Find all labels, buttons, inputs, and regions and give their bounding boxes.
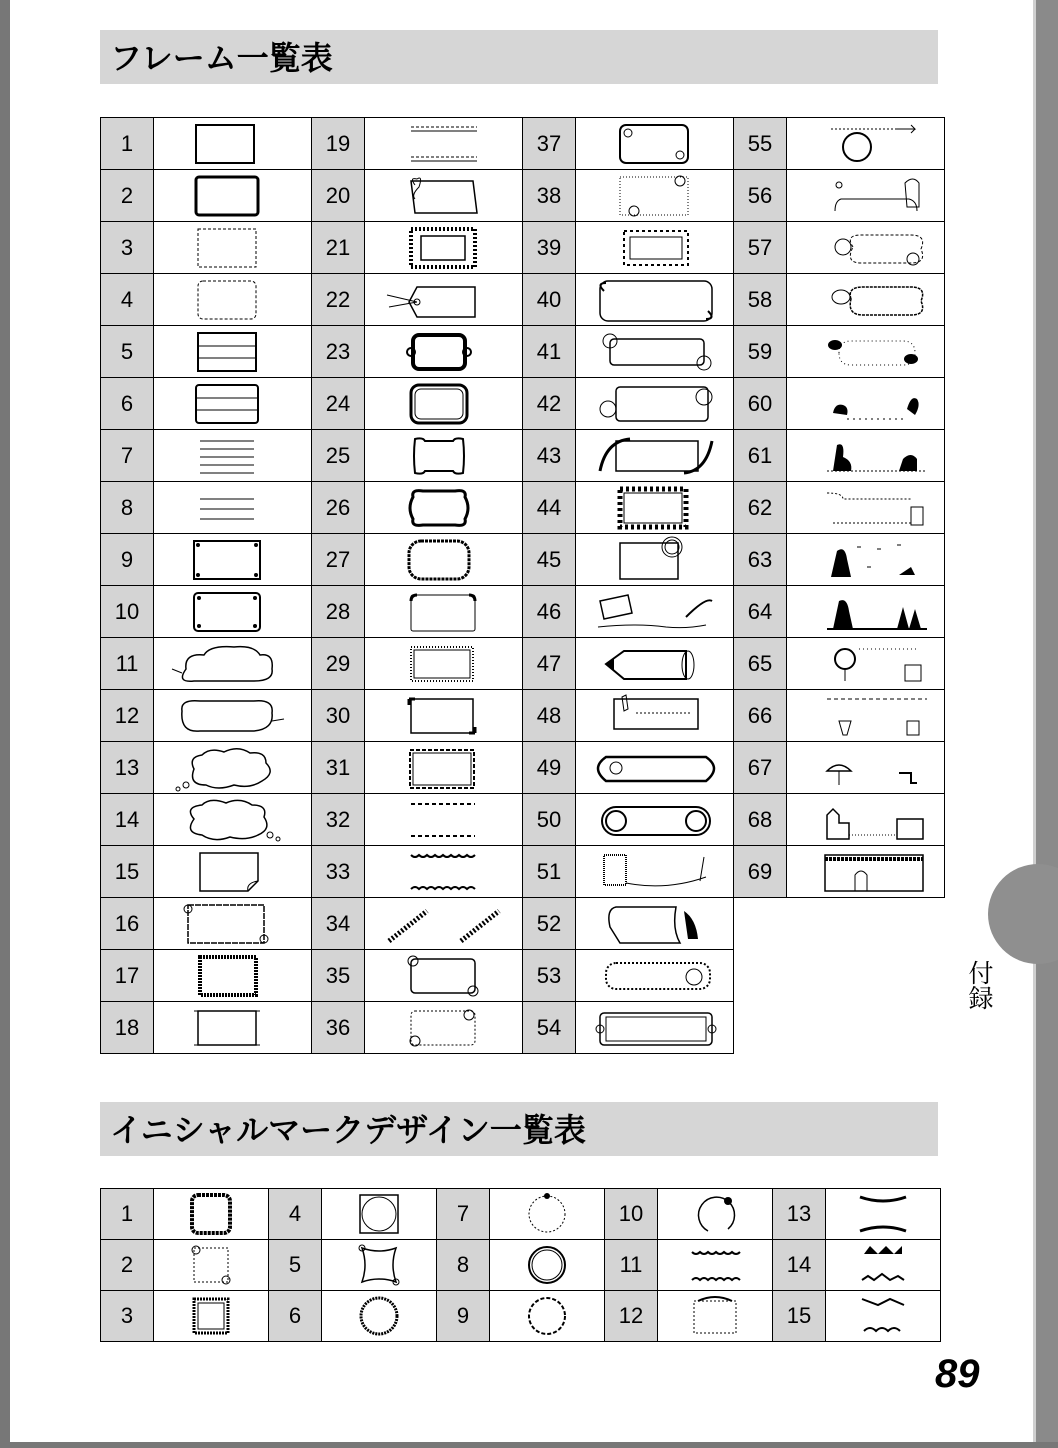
frame-number: 50 [523, 794, 576, 846]
frame-art [576, 275, 733, 325]
frame-number: 58 [734, 274, 787, 326]
frame-number: 39 [523, 222, 576, 274]
frame-art [365, 483, 522, 533]
initial-number: 12 [605, 1291, 658, 1342]
initial-number: 6 [269, 1291, 322, 1342]
frame-number: 47 [523, 638, 576, 690]
initial-number: 11 [605, 1240, 658, 1291]
frame-thumbnail [787, 690, 945, 742]
frame-thumbnail [154, 846, 312, 898]
frame-row [101, 430, 945, 482]
frame-number: 3 [101, 222, 154, 274]
frame-thumbnail [576, 846, 734, 898]
frame-thumbnail [154, 690, 312, 742]
frame-thumbnail [365, 742, 523, 794]
frame-art [154, 1003, 311, 1053]
frame-art [365, 587, 522, 637]
frame-number: 53 [523, 950, 576, 1002]
frame-art [154, 119, 311, 169]
initial-number: 1 [101, 1189, 154, 1240]
frame-thumbnail [365, 586, 523, 638]
frame-number: 22 [312, 274, 365, 326]
initial-number: 2 [101, 1240, 154, 1291]
frame-number: 19 [312, 118, 365, 170]
initial-number: 15 [773, 1291, 826, 1342]
frame-art [787, 431, 944, 481]
frame-art [787, 327, 944, 377]
frame-number: 68 [734, 794, 787, 846]
frame-thumbnail [154, 430, 312, 482]
frame-thumbnail [576, 274, 734, 326]
empty-cell [787, 898, 945, 950]
initial-mark-art [322, 1240, 436, 1290]
frame-art [787, 535, 944, 585]
initial-mark-thumbnail [322, 1189, 437, 1240]
frame-thumbnail [576, 690, 734, 742]
frame-number: 24 [312, 378, 365, 430]
frame-number: 64 [734, 586, 787, 638]
frame-number: 31 [312, 742, 365, 794]
initial-mark-thumbnail [322, 1291, 437, 1342]
frame-art [154, 691, 311, 741]
initial-mark-thumbnail [658, 1291, 773, 1342]
frame-art [576, 535, 733, 585]
frame-art [154, 379, 311, 429]
frame-row [101, 586, 945, 638]
frame-number: 52 [523, 898, 576, 950]
frame-thumbnail [576, 742, 734, 794]
frame-number: 35 [312, 950, 365, 1002]
frame-thumbnail [365, 430, 523, 482]
frame-art [576, 951, 733, 1001]
empty-cell [734, 1002, 787, 1054]
frame-number: 21 [312, 222, 365, 274]
frame-thumbnail [365, 326, 523, 378]
frame-art [154, 847, 311, 897]
frame-thumbnail [787, 638, 945, 690]
frame-art [365, 847, 522, 897]
page-edge-bottom [0, 1442, 1058, 1448]
frame-number: 4 [101, 274, 154, 326]
frame-art [365, 431, 522, 481]
frame-row [101, 222, 945, 274]
frame-thumbnail [787, 794, 945, 846]
frame-art [154, 795, 311, 845]
frame-thumbnail [365, 950, 523, 1002]
frame-thumbnail [365, 794, 523, 846]
frame-thumbnail [365, 846, 523, 898]
frame-art [576, 691, 733, 741]
frame-thumbnail [576, 118, 734, 170]
initial-mark-art [826, 1291, 940, 1341]
frame-number: 5 [101, 326, 154, 378]
frame-art [154, 483, 311, 533]
frame-thumbnail [787, 274, 945, 326]
frame-thumbnail [365, 1002, 523, 1054]
frame-thumbnail [365, 118, 523, 170]
frame-art [365, 275, 522, 325]
initial-mark-thumbnail [826, 1240, 941, 1291]
initial-mark-art [826, 1189, 940, 1239]
frame-thumbnail [576, 430, 734, 482]
frame-art [787, 119, 944, 169]
frame-art [154, 275, 311, 325]
frame-thumbnail [787, 482, 945, 534]
frame-number: 30 [312, 690, 365, 742]
frame-number: 51 [523, 846, 576, 898]
frame-art [154, 587, 311, 637]
frame-art [576, 483, 733, 533]
frame-thumbnail [787, 586, 945, 638]
appendix-tab [988, 864, 1058, 964]
frame-number: 59 [734, 326, 787, 378]
initial-mark-thumbnail [490, 1291, 605, 1342]
frame-thumbnail [154, 326, 312, 378]
frame-number: 60 [734, 378, 787, 430]
frame-row [101, 846, 945, 898]
frame-thumbnail [787, 118, 945, 170]
page-edge-left [0, 0, 10, 1448]
initial-mark-table [100, 1188, 941, 1342]
frame-art [365, 899, 522, 949]
frame-art [576, 587, 733, 637]
frame-art [365, 795, 522, 845]
frame-number: 1 [101, 118, 154, 170]
frame-thumbnail [787, 742, 945, 794]
initial-mark-thumbnail [826, 1189, 941, 1240]
frame-art [787, 587, 944, 637]
initial-mark-thumbnail [658, 1240, 773, 1291]
frame-number: 14 [101, 794, 154, 846]
frame-thumbnail [154, 170, 312, 222]
frame-thumbnail [154, 378, 312, 430]
initial-mark-art [322, 1189, 436, 1239]
frame-art [154, 639, 311, 689]
frame-art [787, 379, 944, 429]
initial-mark-art [490, 1291, 604, 1341]
frame-art [787, 795, 944, 845]
frame-number: 43 [523, 430, 576, 482]
frame-art [576, 327, 733, 377]
frame-number: 54 [523, 1002, 576, 1054]
appendix-label: 付録 [965, 960, 994, 1010]
frame-number: 55 [734, 118, 787, 170]
frame-art [787, 483, 944, 533]
frame-art [576, 171, 733, 221]
frame-art [365, 1003, 522, 1053]
frame-number: 10 [101, 586, 154, 638]
frame-number: 26 [312, 482, 365, 534]
frame-thumbnail [787, 326, 945, 378]
empty-cell [734, 950, 787, 1002]
frame-thumbnail [154, 118, 312, 170]
frame-thumbnail [365, 170, 523, 222]
initial-mark-art [490, 1240, 604, 1290]
page-edge-right [1036, 0, 1058, 1448]
frame-thumbnail [576, 222, 734, 274]
frame-art [365, 743, 522, 793]
initial-number: 3 [101, 1291, 154, 1342]
frame-thumbnail [576, 638, 734, 690]
frame-number: 15 [101, 846, 154, 898]
frame-number: 20 [312, 170, 365, 222]
frame-thumbnail [365, 898, 523, 950]
frame-number: 18 [101, 1002, 154, 1054]
frame-number: 27 [312, 534, 365, 586]
frame-art [576, 795, 733, 845]
frame-number: 7 [101, 430, 154, 482]
frame-number: 29 [312, 638, 365, 690]
frame-art [787, 743, 944, 793]
initial-mark-art [322, 1291, 436, 1341]
frame-thumbnail [576, 950, 734, 1002]
frame-number: 12 [101, 690, 154, 742]
frame-thumbnail [365, 690, 523, 742]
initial-mark-thumbnail [490, 1189, 605, 1240]
initial-mark-thumbnail [658, 1189, 773, 1240]
frame-number: 11 [101, 638, 154, 690]
empty-cell [787, 1002, 945, 1054]
initial-mark-art [826, 1240, 940, 1290]
frame-thumbnail [576, 170, 734, 222]
frame-number: 16 [101, 898, 154, 950]
frame-art [576, 119, 733, 169]
frame-thumbnail [154, 222, 312, 274]
frame-number: 65 [734, 638, 787, 690]
frame-number: 69 [734, 846, 787, 898]
frame-row [101, 326, 945, 378]
frame-number: 41 [523, 326, 576, 378]
initial-number: 9 [437, 1291, 490, 1342]
frame-number: 33 [312, 846, 365, 898]
frame-row [101, 794, 945, 846]
frame-art [365, 119, 522, 169]
initial-number: 14 [773, 1240, 826, 1291]
initial-mark-art [154, 1189, 268, 1239]
frame-row [101, 950, 945, 1002]
initial-number: 5 [269, 1240, 322, 1291]
frame-thumbnail [576, 378, 734, 430]
frame-thumbnail [154, 586, 312, 638]
frame-number: 63 [734, 534, 787, 586]
frame-list-heading: フレーム一覧表 [100, 30, 938, 84]
frame-art [365, 639, 522, 689]
frame-thumbnail [787, 222, 945, 274]
initial-mark-heading: イニシャルマークデザイン一覧表 [100, 1102, 938, 1156]
frame-art [154, 899, 311, 949]
empty-cell [734, 898, 787, 950]
frame-art [154, 951, 311, 1001]
frame-art [365, 379, 522, 429]
frame-row [101, 274, 945, 326]
initial-number: 8 [437, 1240, 490, 1291]
frame-number: 49 [523, 742, 576, 794]
frame-thumbnail [365, 534, 523, 586]
frame-number: 40 [523, 274, 576, 326]
frame-art [365, 951, 522, 1001]
initial-mark-art [490, 1189, 604, 1239]
frame-art [576, 639, 733, 689]
frame-art [154, 535, 311, 585]
frame-thumbnail [787, 170, 945, 222]
frame-art [365, 223, 522, 273]
frame-thumbnail [154, 534, 312, 586]
frame-number: 23 [312, 326, 365, 378]
frame-number: 62 [734, 482, 787, 534]
frame-number: 13 [101, 742, 154, 794]
frame-thumbnail [154, 638, 312, 690]
frame-number: 57 [734, 222, 787, 274]
frame-list-table [100, 117, 945, 1054]
initial-mark-thumbnail [154, 1240, 269, 1291]
initial-mark-art [658, 1240, 772, 1290]
frame-row [101, 170, 945, 222]
frame-thumbnail [365, 222, 523, 274]
frame-thumbnail [576, 326, 734, 378]
frame-row [101, 742, 945, 794]
frame-thumbnail [787, 846, 945, 898]
frame-thumbnail [576, 586, 734, 638]
frame-number: 9 [101, 534, 154, 586]
initial-row [101, 1291, 941, 1342]
frame-number: 36 [312, 1002, 365, 1054]
frame-thumbnail [365, 482, 523, 534]
frame-thumbnail [154, 274, 312, 326]
frame-art [576, 223, 733, 273]
frame-thumbnail [576, 1002, 734, 1054]
frame-row [101, 482, 945, 534]
frame-row [101, 118, 945, 170]
frame-thumbnail [787, 378, 945, 430]
frame-thumbnail [787, 534, 945, 586]
frame-row [101, 378, 945, 430]
initial-row [101, 1240, 941, 1291]
frame-art [576, 899, 733, 949]
initial-number: 13 [773, 1189, 826, 1240]
initial-mark-thumbnail [154, 1189, 269, 1240]
frame-art [365, 327, 522, 377]
frame-thumbnail [154, 794, 312, 846]
frame-row [101, 638, 945, 690]
frame-number: 66 [734, 690, 787, 742]
frame-thumbnail [365, 378, 523, 430]
frame-thumbnail [787, 430, 945, 482]
frame-thumbnail [154, 742, 312, 794]
frame-number: 38 [523, 170, 576, 222]
initial-mark-art [154, 1240, 268, 1290]
frame-art [787, 275, 944, 325]
frame-thumbnail [365, 638, 523, 690]
frame-number: 2 [101, 170, 154, 222]
frame-number: 37 [523, 118, 576, 170]
frame-thumbnail [154, 1002, 312, 1054]
initial-mark-thumbnail [322, 1240, 437, 1291]
frame-art [154, 743, 311, 793]
frame-art [154, 327, 311, 377]
frame-thumbnail [576, 482, 734, 534]
initial-mark-thumbnail [826, 1291, 941, 1342]
frame-number: 34 [312, 898, 365, 950]
initial-number: 10 [605, 1189, 658, 1240]
frame-thumbnail [154, 950, 312, 1002]
frame-row [101, 1002, 945, 1054]
frame-number: 32 [312, 794, 365, 846]
frame-art [787, 223, 944, 273]
frame-number: 25 [312, 430, 365, 482]
frame-art [576, 847, 733, 897]
frame-thumbnail [365, 274, 523, 326]
frame-thumbnail [576, 794, 734, 846]
initial-row [101, 1189, 941, 1240]
frame-number: 8 [101, 482, 154, 534]
frame-number: 67 [734, 742, 787, 794]
initial-number: 4 [269, 1189, 322, 1240]
frame-thumbnail [154, 898, 312, 950]
frame-art [576, 743, 733, 793]
frame-art [576, 379, 733, 429]
frame-art [154, 431, 311, 481]
frame-number: 61 [734, 430, 787, 482]
frame-number: 42 [523, 378, 576, 430]
frame-number: 46 [523, 586, 576, 638]
frame-number: 6 [101, 378, 154, 430]
frame-thumbnail [576, 534, 734, 586]
frame-number: 48 [523, 690, 576, 742]
frame-thumbnail [154, 482, 312, 534]
frame-thumbnail [576, 898, 734, 950]
frame-row [101, 534, 945, 586]
frame-art [787, 691, 944, 741]
frame-art [787, 847, 944, 897]
frame-row [101, 898, 945, 950]
frame-art [576, 431, 733, 481]
frame-art [787, 639, 944, 689]
page-number: 89 [935, 1352, 980, 1396]
initial-mark-art [154, 1291, 268, 1341]
frame-art [787, 171, 944, 221]
frame-art [576, 1003, 733, 1053]
frame-art [365, 691, 522, 741]
frame-art [365, 535, 522, 585]
frame-art [154, 171, 311, 221]
initial-mark-thumbnail [154, 1291, 269, 1342]
initial-mark-art [658, 1291, 772, 1341]
initial-number: 7 [437, 1189, 490, 1240]
frame-number: 44 [523, 482, 576, 534]
frame-number: 56 [734, 170, 787, 222]
frame-number: 17 [101, 950, 154, 1002]
frame-art [154, 223, 311, 273]
frame-number: 45 [523, 534, 576, 586]
frame-art [365, 171, 522, 221]
frame-row [101, 690, 945, 742]
initial-mark-art [658, 1189, 772, 1239]
initial-mark-thumbnail [490, 1240, 605, 1291]
frame-number: 28 [312, 586, 365, 638]
empty-cell [787, 950, 945, 1002]
